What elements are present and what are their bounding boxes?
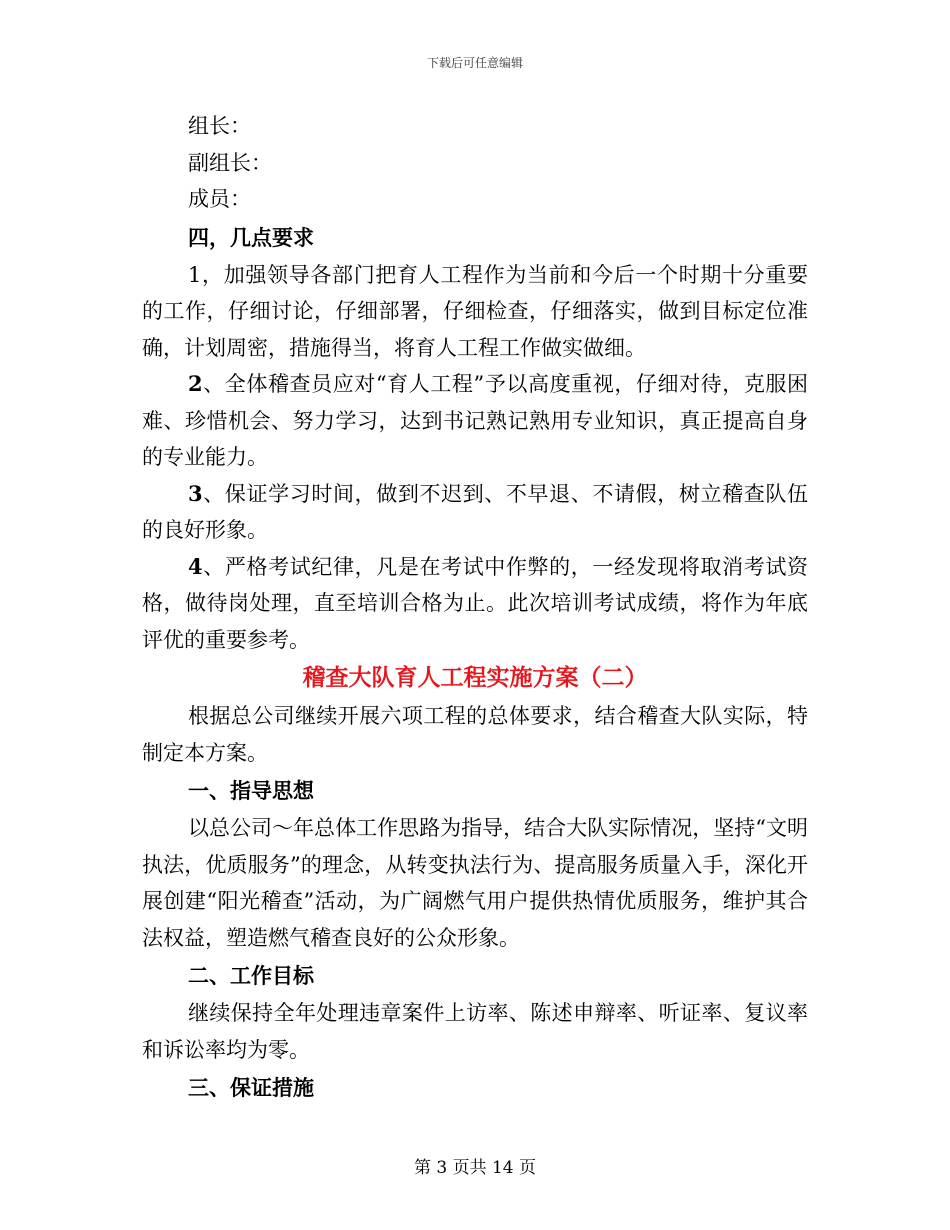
requirement-num: 1 — [188, 262, 202, 287]
intro-paragraph: 根据总公司继续开展六项工程的总体要求，结合稽查大队实际，特制定本方案。 — [142, 704, 808, 765]
requirement-text: ，加强领导各部门把育人工程作为当前和今后一个时期十分重要的工作，仔细讨论，仔细部署，仔细检查，仔细落实，做到目标定位准确，计划周密，措施得当，将育人工程工作做实做细。 — [142, 262, 808, 360]
header-note: 下载后可任意编辑 — [426, 56, 523, 70]
section3-heading: 三、保证措施 — [188, 1075, 314, 1100]
document-body — [142, 108, 808, 1107]
requirement-num: 4 — [188, 553, 203, 579]
section1-heading: 一、指导思想 — [188, 778, 314, 803]
requirement-num: 2 — [188, 371, 203, 396]
requirement-item-3 — [142, 476, 808, 549]
requirement-text: 、保证学习时间，做到不迟到、不早退、不请假，树立稽查队伍的良好形象。 — [142, 481, 808, 542]
section2-paragraph: 继续保持全年处理违章案件上访率、陈述申辩率、听证率、复议率和诉讼率均为零。 — [142, 1001, 808, 1062]
requirement-text: 、全体稽查员应对“育人工程”予以高度重视，仔细对待，克服困难、珍惜机会、努力学习，达到书记熟记熟用专业知识，真正提高自身的专业能力。 — [142, 372, 808, 469]
section1-paragraph: 以总公司～年总体工作思路为指导，结合大队实际情况，坚持“文明执法，优质服务”的理念，从转变执法行为、提高服务质量入手，深化开展创建“阳光稽查”活动，为广阔燃气用户提供热情优质服务，维护其合法权益，塑造燃气稽查良好的公众形象。 — [142, 816, 808, 950]
members-line: 成员： — [188, 187, 251, 211]
deputy-leader-line: 副组长： — [188, 150, 272, 175]
section2-heading: 二、工作目标 — [188, 963, 314, 988]
requirement-text: 、严格考试纪律，凡是在考试中作弊的，一经发现将取消考试资格，做待岗处理，直至培训合格为止。此次培训考试成绩，将作为年底评优的重要参考。 — [142, 554, 808, 652]
page-number: 第 3 页共 14 页 — [413, 1158, 537, 1178]
requirement-item-4 — [142, 549, 808, 659]
requirement-item-2 — [142, 366, 808, 476]
document-title: 稽查大队育人工程实施方案（二） — [302, 664, 648, 691]
leader-line: 组长： — [188, 114, 251, 138]
requirement-item-1 — [142, 257, 808, 367]
section4-heading: 四，几点要求 — [188, 224, 314, 250]
requirement-num: 3 — [188, 480, 203, 506]
